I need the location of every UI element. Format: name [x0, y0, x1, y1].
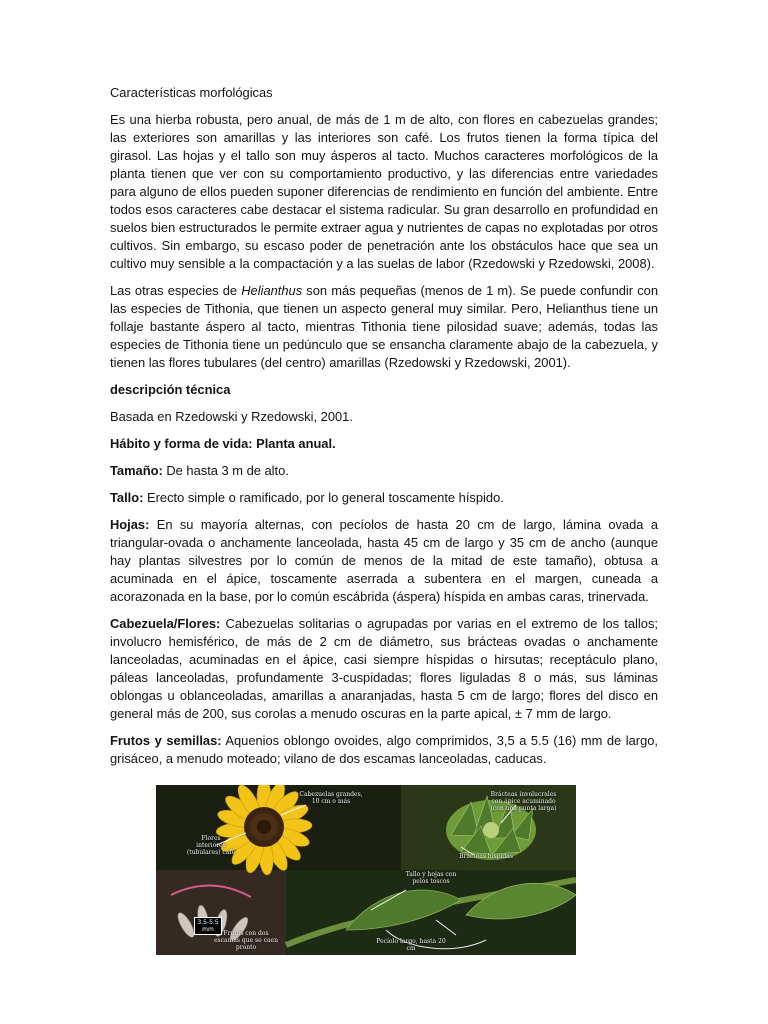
field-label: Hábito y forma de vida: — [110, 436, 253, 451]
field-text: Planta anual. — [252, 436, 336, 451]
field-label: Cabezuela/Flores: — [110, 616, 221, 631]
field-cabezuela — [110, 615, 658, 723]
label-tallo-hojas: Tallo y hojas con pelos toscos — [405, 871, 457, 885]
field-text: Cabezuelas solitarias o agrupadas por varias en el extremo de los tallos; involucro hemisférico, de más de 2 cm de diámetro, sus brácteas ovadas o anchamente lanceoladas, acuminadas en el ápice, casi siempre híspidas o hirsutas; receptáculo plano, páleas lanceoladas, profundamente 3-cuspidadas; flores liguladas 8 o más, sus láminas oblongas u oblanceoladas, amarillas a anaranjadas, hasta 5 cm de largo; flores del disco en general más de 200, sus corolas a menudo oscuras en la parte apical, ± 7 mm de largo. — [110, 616, 658, 721]
field-hojas — [110, 516, 658, 606]
field-text: En su mayoría alternas, con pecíolos de hasta 20 cm de largo, lámina ovada a triangular-ovada o anchamente lanceolada, hasta 45 cm de largo y 35 cm de ancho (aunque hay plantas silvestres por lo común de menos de la mitad de este tamaño), obtusa a acuminada en el ápice, toscamente aserrada a subentera en el margen, cuneada a acorazonada en la base, por lo común escábrida (áspera) híspida en ambas caras, trinervada. — [110, 517, 658, 604]
field-label: Tallo: — [110, 490, 144, 505]
field-tamano — [110, 462, 658, 480]
label-flores-interiores: Flores interiores (tubulares) café — [186, 835, 236, 856]
sunflower-figure — [156, 785, 576, 955]
p2-after: son más pequeñas (menos de 1 m). Se puede confundir con las especies de Tithonia, que tienen un aspecto general muy similar. Pero, Helianthus tiene un follaje bastante áspero al tacto, mientras Tithonia tiene pilosidad suave; además, todas las especies de Tithonia tiene un pedúnculo que se ensancha claramente abajo de la cabezuela, y tienen las flores tubulares (del centro) amarillas (Rzedowski y Rzedowski, 2001). — [110, 283, 658, 370]
field-label: Frutos y semillas: — [110, 733, 222, 748]
genus-name: Helianthus — [241, 283, 303, 298]
label-bracteas-acuminadas: Brácteas involucrales con ápice acuminado (con una punta larga) — [490, 791, 557, 812]
field-text: Aquenios oblongo ovoides, algo comprimidos, 3,5 a 5.5 (16) mm de largo, grisáceo, a menudo moteado; vilano de dos escamas lanceoladas, caducas. — [110, 733, 659, 766]
label-bracteas-hispidas: Brácteas híspidas — [459, 853, 513, 860]
label-cabezuelas: Cabezuelas grandes, 10 cm o más — [299, 791, 363, 805]
field-tallo — [110, 489, 658, 507]
technical-heading: descripción técnica — [110, 382, 231, 397]
scale-box: 3.5-5.5 mm — [194, 917, 222, 935]
field-habito — [110, 435, 658, 453]
label-frutos: Frutos con dos escamas que se caen pronto — [214, 930, 278, 951]
paragraph-other-species — [110, 282, 658, 372]
source-note: Basada en Rzedowski y Rzedowski, 2001. — [110, 409, 353, 424]
p2-before: Las otras especies de — [110, 283, 242, 298]
field-frutos — [110, 732, 658, 768]
paragraph-description: Es una hierba robusta, pero anual, de más de 1 m de alto, con flores en cabezuelas grandes; las exteriores son amarillas y las interiores son café. Los frutos tienen la forma típica del girasol. Las hojas y el tallo son muy ásperos al tacto. Muchos caracteres morfológicos de la planta tienen que ver con su comportamiento productivo, y las diferencias entre variedades para alguno de ellos pueden suponer diferencias de rendimiento en función del ambiente. Entre todos esos caracteres cabe destacar el sistema radicular. Su gran desarrollo en profundidad en suelos bien estructurados le permite extraer agua y nutrientes de capas no explotadas por otros cultivos. Sin embargo, su escaso poder de penetración ante los obstáculos hace que sea un cultivo muy sensible a la compactación y a las suelas de labor (Rzedowski y Rzedowski, 2008). — [110, 112, 658, 271]
field-label: Hojas: — [110, 517, 150, 532]
field-text: De hasta 3 m de alto. — [162, 463, 289, 478]
field-text: Erecto simple o ramificado, por lo general toscamente híspido. — [143, 490, 504, 505]
label-peciolo: Pecíolo largo, hasta 20 cm — [376, 938, 446, 952]
section-title: Características morfológicas — [110, 85, 273, 100]
field-label: Tamaño: — [110, 463, 163, 478]
